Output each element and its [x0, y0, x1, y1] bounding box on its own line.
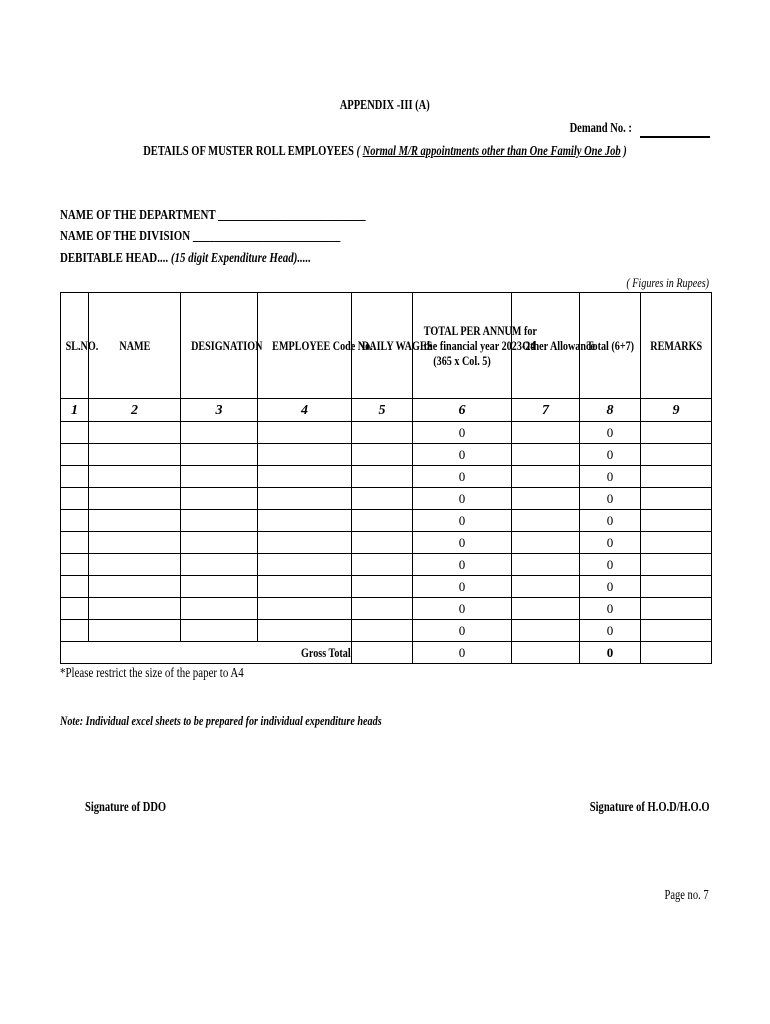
table-cell: [352, 510, 413, 532]
details-heading-main: DETAILS OF MUSTER ROLL EMPLOYEES: [143, 143, 357, 158]
table-cell: 0: [580, 510, 641, 532]
table-cell: [352, 598, 413, 620]
muster-roll-table: [60, 292, 712, 664]
demand-no-label: Demand No. :: [569, 120, 632, 135]
table-cell: 0: [580, 488, 641, 510]
header-designation: DESIGNATION: [181, 293, 258, 399]
table-cell: [181, 554, 258, 576]
table-cell: 0: [413, 576, 512, 598]
appendix-title: APPENDIX -III (A): [339, 97, 431, 112]
table-cell: [258, 620, 352, 642]
header-name: NAME: [89, 293, 181, 399]
table-cell: [258, 466, 352, 488]
page-number: Page no. 7: [664, 887, 709, 902]
table-cell: [61, 620, 89, 642]
table-cell: [258, 422, 352, 444]
table-cell: [258, 532, 352, 554]
debitable-head-hint: (15 digit Expenditure Head).....: [168, 251, 311, 266]
division-field: NAME OF THE DIVISION ___________________________: [60, 229, 341, 244]
table-cell: [61, 466, 89, 488]
table-cell: [512, 422, 580, 444]
table-cell: [61, 422, 89, 444]
table-cell: [89, 532, 181, 554]
table-cell: 0: [580, 598, 641, 620]
gross-total-row: [61, 642, 712, 664]
column-number: 5: [352, 399, 413, 422]
table-cell: [89, 598, 181, 620]
table-cell: [512, 488, 580, 510]
column-number: 1: [61, 399, 89, 422]
table-cell: [181, 466, 258, 488]
expenditure-note: Note: Individual excel sheets to be prepared for individual expenditure heads: [60, 713, 382, 728]
table-cell: [258, 554, 352, 576]
table-row: [61, 620, 712, 642]
table-cell: 0: [580, 444, 641, 466]
column-number: 2: [89, 399, 181, 422]
table-cell: [61, 598, 89, 620]
table-cell: [641, 422, 712, 444]
table-cell: [352, 466, 413, 488]
gross-total-other-allowance: [512, 642, 580, 664]
table-cell: [181, 444, 258, 466]
table-cell: 0: [413, 444, 512, 466]
header-employee-code: EMPLOYEE Code No.: [258, 293, 352, 399]
table-cell: [512, 510, 580, 532]
table-row: [61, 576, 712, 598]
paper-size-note: *Please restrict the size of the paper to A4: [60, 666, 244, 681]
column-number: 7: [512, 399, 580, 422]
table-cell: [512, 444, 580, 466]
department-field: NAME OF THE DEPARTMENT ___________________________: [60, 208, 366, 223]
details-paren-open: (: [356, 143, 363, 158]
table-cell: [181, 598, 258, 620]
signature-hod: Signature of H.O.D/H.O.O: [590, 799, 710, 814]
table-cell: [641, 532, 712, 554]
table-cell: [641, 620, 712, 642]
table-cell: [89, 488, 181, 510]
table-row: [61, 466, 712, 488]
table-cell: [61, 576, 89, 598]
gross-total-label: Gross Total: [61, 642, 352, 664]
table-row: [61, 532, 712, 554]
table-cell: 0: [413, 598, 512, 620]
table-cell: [258, 598, 352, 620]
table-cell: [181, 620, 258, 642]
table-cell: [89, 620, 181, 642]
table-cell: [89, 554, 181, 576]
table-cell: [258, 444, 352, 466]
table-cell: 0: [413, 532, 512, 554]
table-cell: [181, 532, 258, 554]
table-cell: 0: [580, 532, 641, 554]
gross-total-daily-wages: [352, 642, 413, 664]
demand-no-blank-line: [640, 136, 710, 138]
table-cell: [258, 488, 352, 510]
table-header-row: [61, 293, 712, 399]
table-cell: 0: [413, 422, 512, 444]
details-heading-subtitle: Normal M/R appointments other than One Family One Job: [362, 143, 621, 158]
table-row: [61, 444, 712, 466]
table-cell: 0: [580, 554, 641, 576]
table-cell: [61, 444, 89, 466]
table-cell: [641, 554, 712, 576]
table-cell: 0: [580, 576, 641, 598]
table-cell: [641, 510, 712, 532]
gross-total-total: 0: [580, 642, 641, 664]
figures-in-rupees-note: ( Figures in Rupees): [626, 275, 709, 290]
table-cell: [641, 488, 712, 510]
gross-total-per-annum: 0: [413, 642, 512, 664]
table-cell: [512, 532, 580, 554]
table-cell: [181, 510, 258, 532]
header-daily-wages: DAILY WAGES: [352, 293, 413, 399]
details-heading: [0, 143, 770, 159]
table-cell: [258, 510, 352, 532]
table-cell: [61, 510, 89, 532]
table-cell: [181, 576, 258, 598]
column-number: 6: [413, 399, 512, 422]
debitable-head-label: DEBITABLE HEAD....: [60, 251, 169, 266]
table-cell: [352, 576, 413, 598]
header-total-6-7: Total (6+7): [580, 293, 641, 399]
table-cell: [641, 466, 712, 488]
table-cell: [89, 444, 181, 466]
table-cell: [352, 620, 413, 642]
table-row: [61, 422, 712, 444]
header-sl-no: SL.NO.: [61, 293, 89, 399]
table-row: [61, 598, 712, 620]
signature-ddo: Signature of DDO: [85, 799, 167, 814]
table-cell: [352, 488, 413, 510]
table-cell: [512, 620, 580, 642]
header-other-allowance: Other Allowance: [512, 293, 580, 399]
table-cell: [61, 532, 89, 554]
table-cell: [258, 576, 352, 598]
table-cell: [89, 422, 181, 444]
table-cell: 0: [580, 466, 641, 488]
table-cell: [352, 444, 413, 466]
table-cell: [181, 422, 258, 444]
column-number: 4: [258, 399, 352, 422]
table-cell: 0: [580, 422, 641, 444]
table-cell: [181, 488, 258, 510]
table-cell: 0: [413, 620, 512, 642]
table-cell: [89, 510, 181, 532]
table-cell: 0: [413, 510, 512, 532]
table-cell: [89, 466, 181, 488]
table-cell: 0: [580, 620, 641, 642]
table-cell: [512, 576, 580, 598]
table-cell: [352, 554, 413, 576]
table-row: [61, 510, 712, 532]
column-number: 9: [641, 399, 712, 422]
table-cell: [641, 444, 712, 466]
table-cell: [641, 576, 712, 598]
table-cell: [61, 554, 89, 576]
column-number: 8: [580, 399, 641, 422]
column-number: 3: [181, 399, 258, 422]
column-number-row: [61, 399, 712, 422]
table-cell: [641, 598, 712, 620]
details-paren-close: ): [620, 143, 627, 158]
table-cell: [352, 422, 413, 444]
table-cell: [61, 488, 89, 510]
table-cell: [512, 466, 580, 488]
table-cell: 0: [413, 488, 512, 510]
table-cell: 0: [413, 466, 512, 488]
table-cell: [89, 576, 181, 598]
table-cell: [352, 532, 413, 554]
debitable-head-field: [60, 251, 382, 267]
table-cell: 0: [413, 554, 512, 576]
table-row: [61, 554, 712, 576]
header-total-per-annum: TOTAL PER ANNUM for the financial year 2023-24 (365 x Col. 5): [413, 293, 512, 399]
table-cell: [512, 554, 580, 576]
gross-total-remarks: [641, 642, 712, 664]
header-remarks: REMARKS: [641, 293, 712, 399]
table-row: [61, 488, 712, 510]
table-cell: [512, 598, 580, 620]
